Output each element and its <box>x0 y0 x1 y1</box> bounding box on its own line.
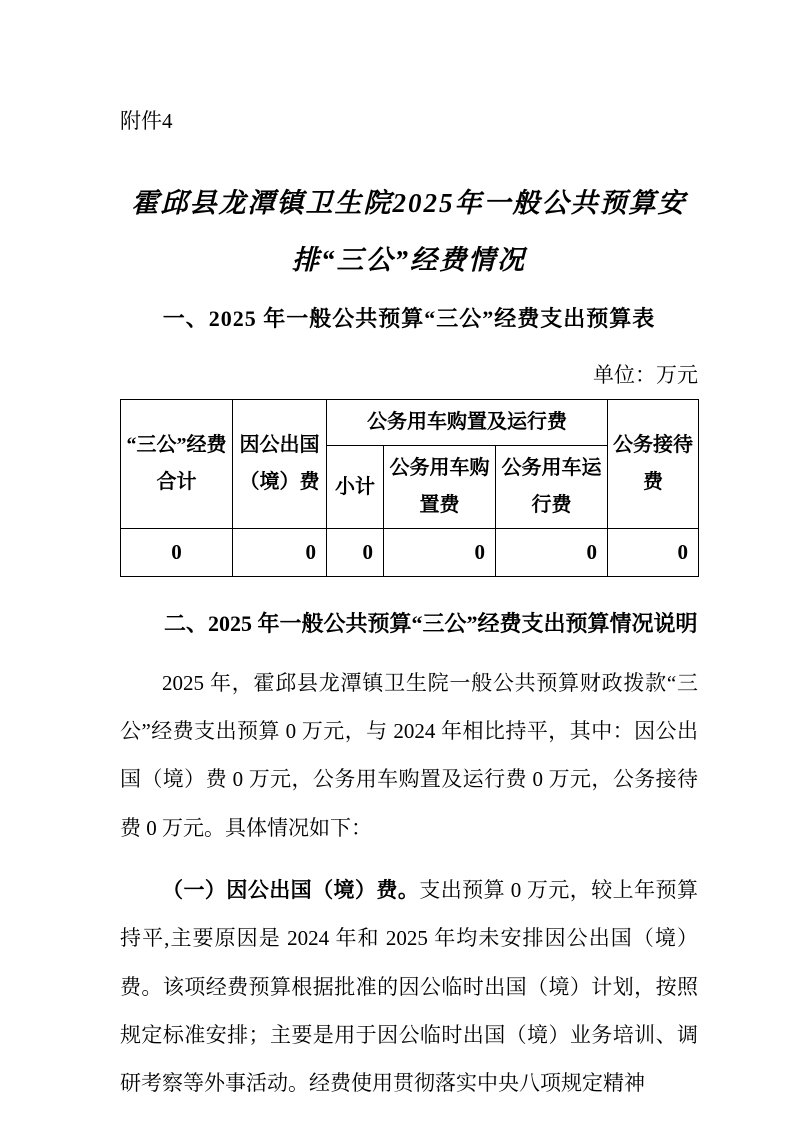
header-operation: 公务用车运行费 <box>496 446 608 529</box>
section1-heading: 一、2025 年一般公共预算“三公”经费支出预算表 <box>162 306 656 332</box>
header-total: “三公”经费合计 <box>121 400 233 529</box>
attachment-label: 附件4 <box>120 109 173 133</box>
paragraph-abroad-detail <box>120 866 698 1107</box>
paragraph-overview: 2025 年，霍邱县龙潭镇卫生院一般公共预算财政拨款“三公”经费支出预算 0 万元，与 2024 年相比持平，其中：因公出国（境）费 0 万元，公务用车购置及运行费 0 万元，公务接待费 0 万元。具体情况如下： <box>120 670 698 840</box>
paragraph-abroad-body: 支出预算 0 万元，较上年预算持平,主要原因是 2024 年和 2025 年均未安排因公出国（境）费。该项经费预算根据批准的因公临时出国（境）计划，按照规定标准安排；主要是用于因公临时出国（境）业务培训、调研考察等外事活动。经费使用贯彻落实中央八项规定精神 <box>120 877 699 1096</box>
header-abroad: 因公出国（境）费 <box>233 400 327 529</box>
header-purchase: 公务用车购置费 <box>384 446 496 529</box>
cell-abroad: 0 <box>233 529 327 577</box>
header-subtotal: 小计 <box>327 446 384 529</box>
cell-purchase: 0 <box>384 529 496 577</box>
cell-reception: 0 <box>608 529 699 577</box>
header-reception: 公务接待费 <box>608 400 699 529</box>
section2-heading: 二、2025 年一般公共预算“三公”经费支出预算情况说明 <box>164 611 698 637</box>
paragraph-abroad-lead: （一）因公出国（境）费。 <box>162 877 420 902</box>
cell-operation: 0 <box>496 529 608 577</box>
cell-total: 0 <box>121 529 233 577</box>
unit-label: 单位：万元 <box>593 363 698 388</box>
table-data-row <box>121 529 699 577</box>
cell-subtotal: 0 <box>327 529 384 577</box>
document-title: 霍邱县龙潭镇卫生院2025年一般公共预算安排“三公”经费情况 <box>131 188 687 275</box>
table-header-row-1 <box>121 400 699 446</box>
header-vehicle-group: 公务用车购置及运行费 <box>327 400 608 446</box>
budget-table <box>120 399 699 577</box>
